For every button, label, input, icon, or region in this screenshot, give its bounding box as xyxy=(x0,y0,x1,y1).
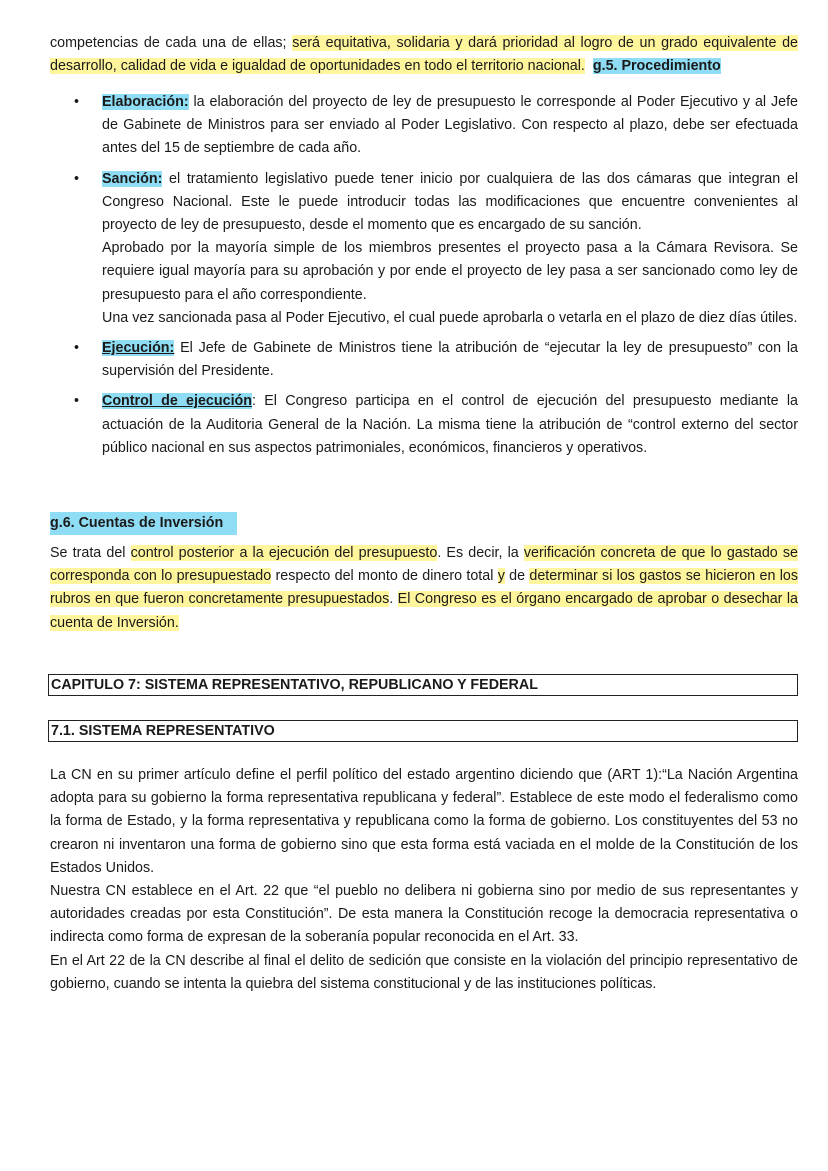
body-paragraph: Nuestra CN establece en el Art. 22 que “el pueblo no delibera ni gobierna sino por medio de sus representantes y autoridades creadas por esta Constitución”. De esta manera la Constitución recoge la democracia representativa o indirecta como forma de expresan de la soberanía popular reconocida en el Art. 33. xyxy=(50,883,798,946)
intro-plain: competencias de cada una de ellas; xyxy=(50,35,293,51)
list-item-elaboracion xyxy=(50,91,798,161)
intro-paragraph xyxy=(50,32,798,78)
bullet-icon: • xyxy=(74,340,80,357)
g6-text: . Es decir, la xyxy=(437,545,524,561)
list-item-sancion xyxy=(50,168,798,330)
g6-highlight: determinar si los gastos se hicieron en los rubros en que fueron concretamente presupuestados xyxy=(50,568,798,608)
list-item-control xyxy=(50,390,798,460)
bullet-icon: • xyxy=(74,170,80,187)
bullet-icon: • xyxy=(74,94,80,110)
body-paragraph: La CN en su primer artículo define el perfil político del estado argentino diciendo que (ART 1):“La Nación Argentina adopta para su gobierno la forma representativa republicana y federal”. Establece de este modo el federalismo como la forma de Estado, y la forma representativa y republicana como la forma de gobierno. Los constituyentes del 53 no crearon ni inventaron una forma de gobierno sino que esta forma está vaciada en el molde de la Constitución de los Estados Unidos. xyxy=(50,767,798,876)
term-ejecucion: Ejecución: xyxy=(102,340,175,357)
bullet-extra-text: Aprobado por la mayoría simple de los miembros presentes el proyecto pasa a la Cámara Revisora. Se requiere igual mayoría para su aprobación y por ende el proyecto de ley pasa a ser sancionado como ley de presupuesto para el año correspondiente. xyxy=(102,240,798,303)
g6-text: respecto del monto de dinero total xyxy=(271,568,498,585)
term-control: Control de ejecución xyxy=(102,393,253,410)
section-7-1-body xyxy=(50,764,798,996)
chapter-7-heading: CAPITULO 7: SISTEMA REPRESENTATIVO, REPUBLICANO Y FEDERAL xyxy=(48,674,798,696)
body-paragraph: En el Art 22 de la CN describe al final el delito de sedición que consiste en la violación del principio representativo de gobierno, cuando se intenta la quiebra del sistema constitucional y de las instituciones políticas. xyxy=(50,952,798,992)
section-g6-title: g.6. Cuentas de Inversión xyxy=(50,512,237,535)
intro-highlight: será equitativa, solidaria y dará prioridad al logro de un grado equivalente de desarrollo, calidad de vida e igualdad de oportunidades en todo el territorio nacional. xyxy=(50,35,798,75)
g6-highlight: y xyxy=(497,568,505,585)
procedure-list xyxy=(50,91,798,460)
bullet-text: la elaboración del proyecto de ley de presupuesto le corresponde al Poder Ejecutivo y al Jefe de Gabinete de Ministros para ser enviado al Poder Legislativo. Con respecto al plazo, debe ser efectuada antes del 15 de septiembre de cada año. xyxy=(102,94,798,157)
g6-highlight: control posterior a la ejecución del presupuesto xyxy=(130,545,438,561)
section-g5-title: g.5. Procedimiento xyxy=(592,58,721,75)
term-elaboracion: Elaboración: xyxy=(102,94,189,110)
g6-text: Se trata del xyxy=(50,545,131,561)
g6-highlight: El Congreso es el órgano encargado de aprobar o desechar la cuenta de Inversión. xyxy=(50,591,798,631)
g6-highlight: verificación concreta de que lo gastado se corresponda con lo presupuestado xyxy=(50,545,798,585)
g6-text: de xyxy=(504,568,530,585)
list-item-ejecucion xyxy=(50,337,798,383)
bullet-text: el tratamiento legislativo puede tener inicio por cualquiera de las dos cámaras que integran el Congreso Nacional. Este le puede introducir todas las modificaciones que encuentre convenientes al proyecto de ley de presupuesto, desde el momento que es encargado de su sanción. xyxy=(102,170,798,234)
bullet-text: : El Congreso participa en el control de ejecución del presupuesto mediante la actuación de la Auditoria General de la Nación. La misma tiene la atribución de “control externo del sector público nacional en sus aspectos patrimoniales, económicos, financieros y operativos. xyxy=(102,393,798,456)
bullet-text: El Jefe de Gabinete de Ministros tiene la atribución de “ejecutar la ley de presupuesto” con la supervisión del Presidente. xyxy=(102,340,798,380)
bullet-extra-text: Una vez sancionada pasa al Poder Ejecutivo, el cual puede aprobarla o vetarla en el plazo de diez días útiles. xyxy=(102,309,798,326)
g6-text: . xyxy=(389,591,398,608)
g6-paragraph xyxy=(50,542,798,635)
bullet-icon: • xyxy=(74,393,80,410)
term-sancion: Sanción: xyxy=(102,170,163,187)
section-7-1-heading: 7.1. SISTEMA REPRESENTATIVO xyxy=(48,720,798,742)
